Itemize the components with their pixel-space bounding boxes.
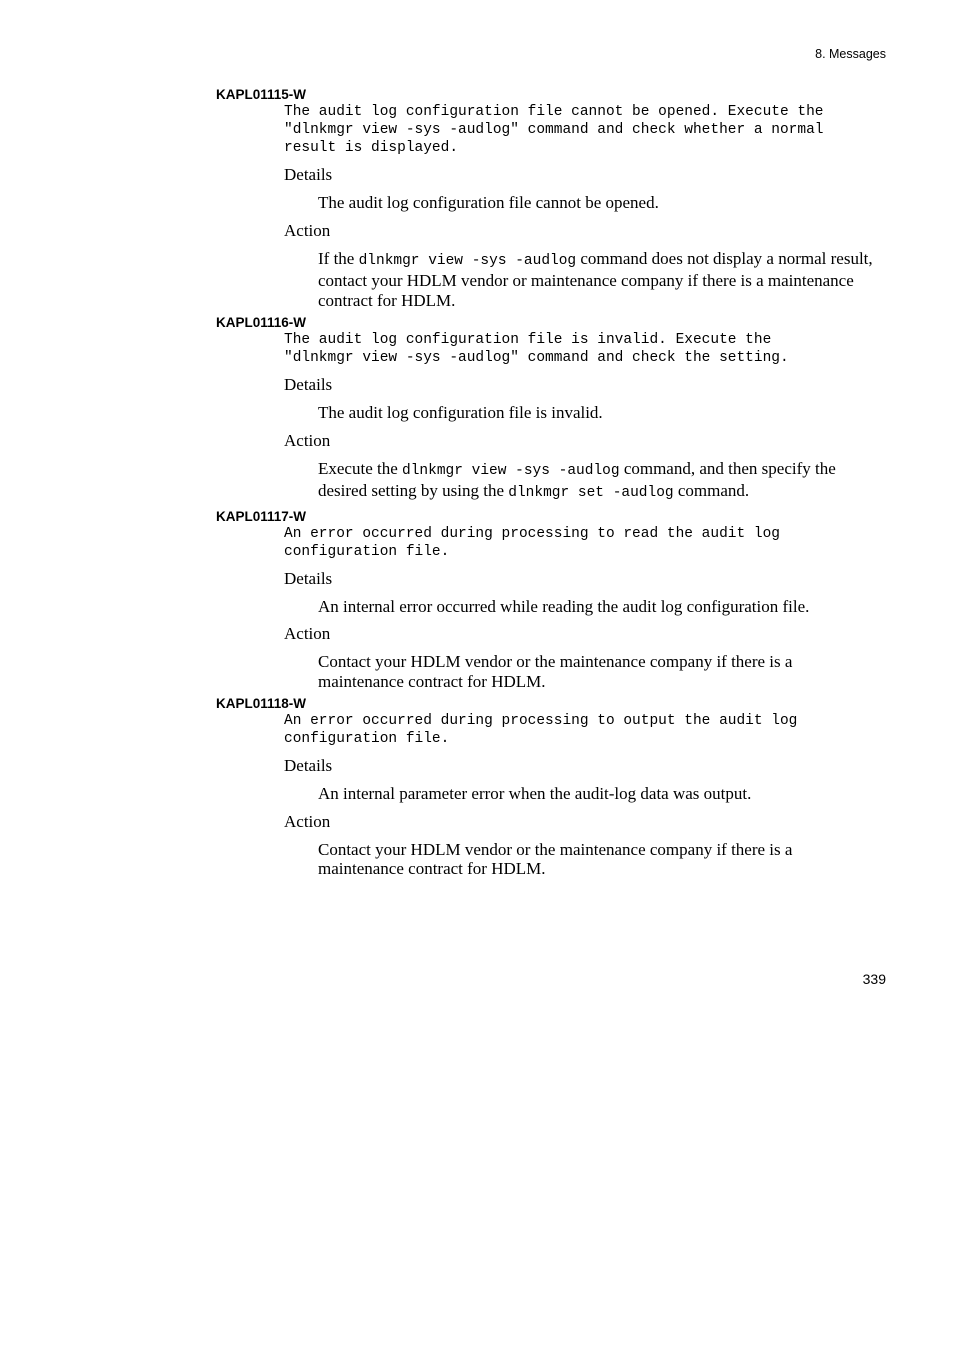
action-text: Contact your HDLM vendor or the maintenance company if there is a maintenance contract for HDLM.: [318, 839, 793, 878]
message-list: [216, 86, 896, 883]
message-id: KAPL01115-W: [216, 87, 307, 102]
message-entry: [216, 314, 896, 504]
details-text: The audit log configuration file cannot be opened.: [318, 193, 659, 212]
action-text-part: command, and then specify the desired setting by using the: [318, 458, 836, 500]
message-entry: [216, 86, 896, 310]
action-text: [318, 459, 878, 504]
action-label: Action: [284, 430, 331, 450]
details-label: Details: [284, 568, 333, 588]
message-text: The audit log configuration file is invalid. Execute the "dlnkmgr view -sys -audlog" command and check the setting.: [284, 332, 789, 366]
details-label: Details: [284, 165, 333, 184]
message-id: KAPL01116-W: [216, 315, 307, 330]
details-text: An internal error occurred while reading the audit log configuration file.: [318, 596, 810, 616]
command-code: dlnkmgr view -sys -audlog: [358, 252, 577, 269]
details-label: Details: [284, 375, 333, 394]
details-label: Details: [284, 756, 333, 775]
running-header: 8. Messages: [815, 47, 886, 61]
action-label: Action: [284, 220, 331, 240]
message-text: An error occurred during processing to output the audit log configuration file.: [284, 713, 798, 747]
details-text: An internal parameter error when the audit-log data was output.: [318, 784, 752, 803]
page-number: 339: [862, 971, 886, 987]
message-text: An error occurred during processing to read the audit log configuration file.: [284, 525, 780, 560]
command-code: dlnkmgr view -sys -audlog: [402, 462, 620, 479]
message-id: KAPL01117-W: [216, 508, 307, 524]
action-text: Contact your HDLM vendor or the maintenance company if there is a maintenance contract for HDLM.: [318, 652, 793, 691]
action-text: [318, 249, 878, 311]
message-text: The audit log configuration file cannot be opened. Execute the "dlnkmgr view -sys -audlog" command and check whether a normal result is displayed.: [284, 104, 824, 156]
action-text-part: command.: [673, 481, 750, 500]
message-entry: [216, 508, 896, 692]
action-text-part: command does not display a normal result, contact your HDLM vendor or maintenance company if there is a maintenance contract for HDLM.: [318, 248, 873, 310]
message-id: KAPL01118-W: [216, 696, 307, 711]
message-entry: [216, 695, 896, 879]
command-code: dlnkmgr set -audlog: [508, 485, 674, 501]
action-label: Action: [284, 624, 331, 643]
details-text: The audit log configuration file is invalid.: [318, 403, 603, 422]
action-text-part: If the: [318, 248, 359, 268]
action-text-part: Execute the: [318, 458, 403, 478]
action-label: Action: [284, 811, 331, 831]
